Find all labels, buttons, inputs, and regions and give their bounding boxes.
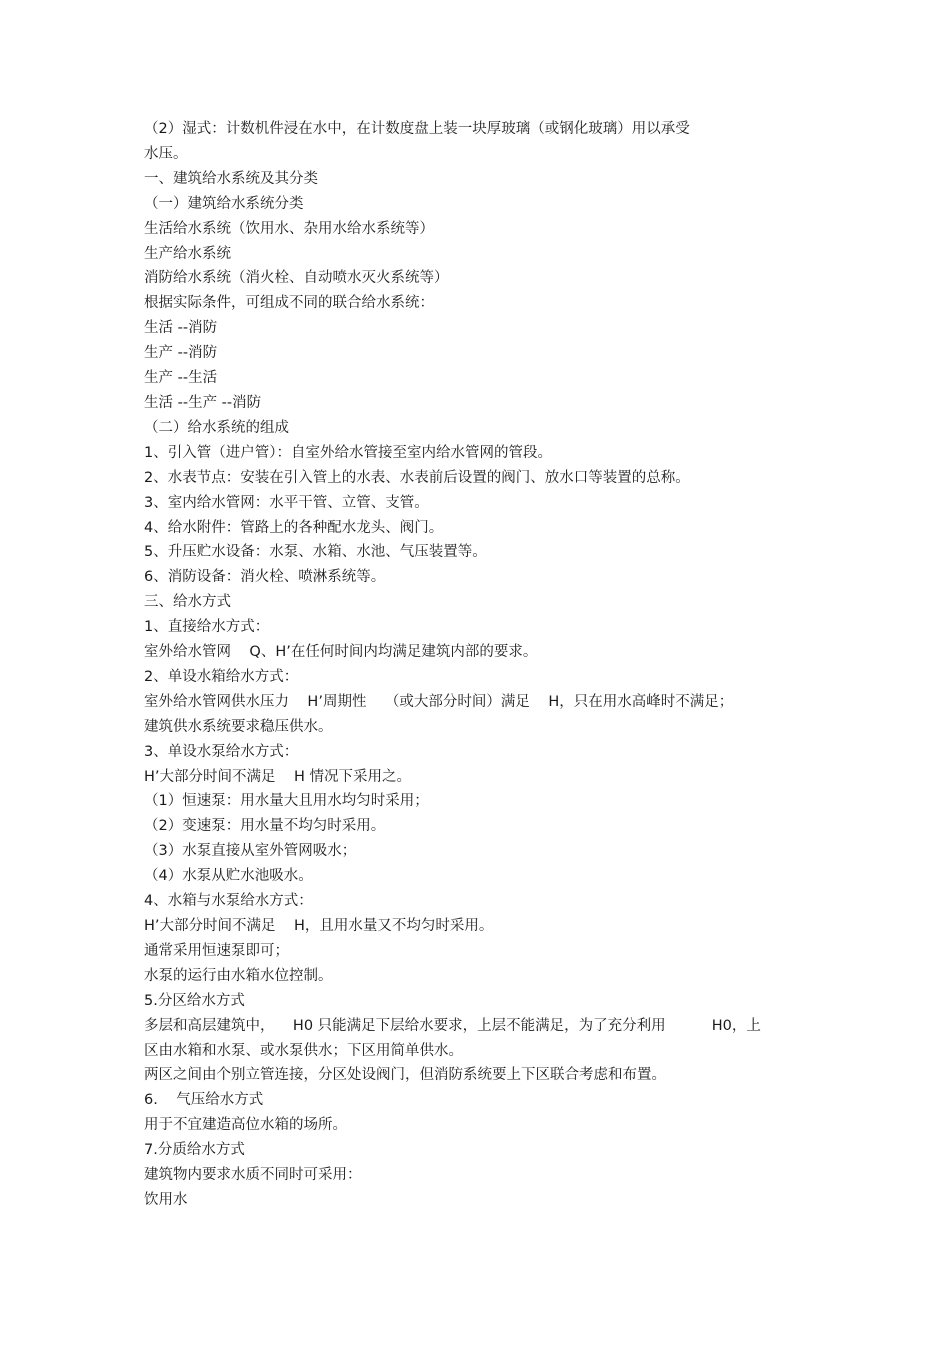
text-line: 根据实际条件，可组成不同的联合给水系统：	[144, 295, 434, 312]
text-line: 4、水箱与水泵给水方式：	[144, 893, 313, 910]
text-line: （3）水泵直接从室外管网吸水；	[144, 843, 357, 860]
text-line: （2）湿式：计数机件浸在水中，在计数度盘上装一块厚玻璃（或钢化玻璃）用以承受	[144, 121, 690, 137]
text-line: 5.分区给水方式	[144, 992, 245, 1009]
text-line: 生产给水系统	[144, 245, 231, 262]
text-line: 1、引入管（进户管）：自室外给水管接至室内给水管网的管段。	[144, 444, 552, 461]
text-line: 6. 气压给水方式	[144, 1092, 264, 1109]
text-line: 2、水表节点：安装在引入管上的水表、水表前后设置的阀门、放水口等装置的总称。	[144, 469, 690, 486]
text-line: 3、单设水泵给水方式：	[144, 743, 299, 760]
document-body	[144, 117, 824, 1213]
text-line: 生活 --消防	[144, 320, 218, 337]
text-line: 生活给水系统（饮用水、杂用水给水系统等）	[144, 220, 434, 237]
subsection-heading: （二）给水系统的组成	[144, 419, 289, 436]
text-line: （1）恒速泵：用水量大且用水均匀时采用；	[144, 793, 429, 810]
text-line: H’大部分时间不满足 H，且用水量又不均匀时采用。	[144, 918, 494, 934]
text-line: 水压。	[144, 145, 188, 162]
text-line: 消防给水系统（消火栓、自动喷水灭火系统等）	[144, 270, 449, 287]
text-line: H’大部分时间不满足 H 情况下采用之。	[144, 768, 411, 785]
text-line: 生产 --消防	[144, 345, 218, 362]
text-line: 通常采用恒速泵即可；	[144, 942, 289, 959]
text-line: 室外给水管网 Q、H’在任何时间内均满足建筑内部的要求。	[144, 644, 538, 661]
text-line: 生产 --生活	[144, 370, 218, 387]
text-line: 5、升压贮水设备：水泵、水箱、水池、气压装置等。	[144, 544, 487, 561]
section-heading: 一、建筑给水系统及其分类	[144, 170, 318, 187]
text-line: （4）水泵从贮水池吸水。	[144, 868, 313, 885]
subsection-heading: （一）建筑给水系统分类	[144, 195, 304, 212]
text-line: 7.分质给水方式	[144, 1142, 245, 1159]
text-line: 建筑物内要求水质不同时可采用：	[144, 1167, 362, 1184]
text-line: 1、直接给水方式：	[144, 619, 270, 636]
text-line: 两区之间由个别立管连接，分区处设阀门，但消防系统要上下区联合考虑和布置。	[144, 1067, 666, 1084]
text-line: 3、室内给水管网：水平干管、立管、支管。	[144, 494, 429, 511]
text-line: 水泵的运行由水箱水位控制。	[144, 967, 333, 984]
text-line: 饮用水	[144, 1191, 188, 1208]
text-line: （2）变速泵：用水量不均匀时采用。	[144, 818, 386, 835]
text-line: 生活 --生产 --消防	[144, 394, 262, 411]
section-heading: 三、给水方式	[144, 594, 231, 611]
text-line: 室外给水管网供水压力 H’周期性 （或大部分时间）满足 H，只在用水高峰时不满足；	[144, 693, 734, 710]
text-line: 6、消防设备：消火栓、喷淋系统等。	[144, 569, 386, 586]
text-line: 4、给水附件：管路上的各种配水龙头、阀门。	[144, 519, 444, 536]
text-line: 建筑供水系统要求稳压供水。	[144, 718, 333, 735]
text-line: 用于不宜建造高位水箱的场所。	[144, 1117, 347, 1134]
text-line: 区由水箱和水泵、或水泵供水；下区用简单供水。	[144, 1042, 463, 1059]
text-line: 多层和高层建筑中， H0 只能满足下层给水要求，上层不能满足，为了充分利用 H0，上	[144, 1017, 761, 1034]
text-line: 2、单设水箱给水方式：	[144, 668, 299, 685]
